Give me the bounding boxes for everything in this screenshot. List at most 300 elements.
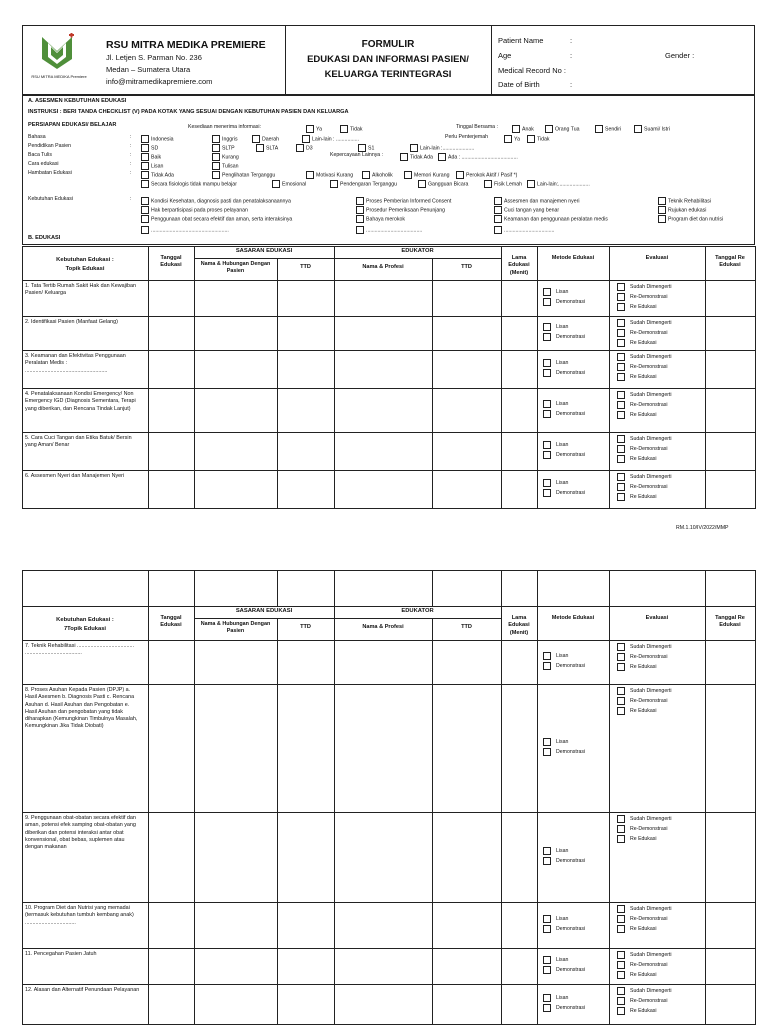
bahasa-inggris[interactable] — [212, 135, 238, 143]
option-label: Sudah Dimengerti — [630, 988, 672, 995]
tinggal-orangtua[interactable] — [545, 125, 580, 133]
evaluasi-sudah-checkbox[interactable] — [617, 473, 672, 481]
evaluasi-reedukasi-checkbox[interactable] — [617, 835, 657, 843]
input-cell[interactable] — [148, 316, 195, 351]
metode-demonstrasi-checkbox[interactable] — [543, 966, 585, 974]
evaluasi-sudah-checkbox[interactable] — [617, 319, 672, 327]
evaluasi-redemonstrasi-checkbox[interactable] — [617, 363, 667, 371]
kebutuhan-cuci-tangan[interactable] — [494, 206, 559, 214]
metode-lisan-checkbox[interactable] — [543, 359, 568, 367]
option-label: Sudah Dimengerti — [630, 816, 672, 823]
penterjemah-ya[interactable] — [504, 135, 520, 143]
option-label: Demonstrasi — [556, 663, 586, 670]
metode-demonstrasi-checkbox[interactable] — [543, 662, 585, 670]
input-cell[interactable] — [277, 984, 335, 1025]
column-header-topik: Topik Edukasi — [65, 266, 105, 272]
option-label: Re-Demonstrasi — [630, 826, 668, 833]
option-label: Re-Demonstrasi — [630, 962, 668, 969]
input-cell[interactable] — [432, 984, 502, 1025]
topic-label: 6. Assesmen Nyeri dan Manajemen Nyeri — [25, 473, 125, 479]
bahasa-indonesia[interactable] — [141, 135, 174, 143]
kesediaan-ya[interactable] — [306, 125, 322, 133]
hambatan-lain[interactable] — [527, 180, 590, 188]
option-label: Bahaya merokok — [366, 216, 405, 223]
option-label: Sudah Dimengerti — [630, 320, 672, 327]
tinggal-label: Tinggal Bersama : — [456, 124, 498, 130]
input-cell[interactable] — [705, 432, 756, 471]
evaluasi-sudah-checkbox[interactable] — [617, 643, 672, 651]
evaluasi-reedukasi-checkbox[interactable] — [617, 373, 657, 381]
input-cell[interactable] — [432, 812, 502, 903]
input-cell[interactable] — [501, 280, 538, 317]
checkbox-icon — [617, 455, 625, 463]
input-cell[interactable] — [705, 684, 756, 813]
option-label: Fisik Lemah — [494, 181, 522, 188]
column-header: Tanggal Edukasi — [160, 615, 182, 629]
pendidikan-d3[interactable] — [296, 144, 313, 152]
input-cell[interactable] — [501, 984, 538, 1025]
metode-lisan-checkbox[interactable] — [543, 738, 568, 746]
kepercayaan-label: Kepercayaan Lainnya : — [330, 152, 384, 158]
option-label: Demonstrasi — [556, 967, 586, 974]
input-cell[interactable] — [432, 316, 502, 351]
pendidikan-label: Pendidikan Pasien — [28, 143, 71, 149]
input-cell[interactable] — [432, 948, 502, 985]
evaluasi-reedukasi-checkbox[interactable] — [617, 663, 657, 671]
evaluasi-sudah-checkbox[interactable] — [617, 951, 672, 959]
metode-lisan-checkbox[interactable] — [543, 994, 568, 1002]
input-cell[interactable] — [277, 684, 335, 813]
hambatan-bicara[interactable] — [418, 180, 468, 188]
evaluasi-reedukasi-checkbox[interactable] — [617, 455, 657, 463]
input-cell[interactable] — [194, 432, 278, 471]
checkbox-icon — [617, 643, 625, 651]
evaluasi-sudah-checkbox[interactable] — [617, 391, 672, 399]
input-cell[interactable] — [277, 640, 335, 685]
hambatan-fisiologis[interactable] — [141, 180, 237, 188]
evaluasi-redemonstrasi-checkbox[interactable] — [617, 697, 667, 705]
input-cell[interactable] — [277, 812, 335, 903]
input-cell[interactable] — [277, 902, 335, 949]
kebutuhan-diet[interactable] — [658, 215, 723, 223]
input-cell[interactable] — [501, 470, 538, 509]
evaluasi-reedukasi-checkbox[interactable] — [617, 493, 657, 501]
metode-demonstrasi-checkbox[interactable] — [543, 857, 585, 865]
tidak-label: Tidak — [537, 136, 550, 143]
option-label: Lisan — [556, 957, 569, 964]
option-label: Re-Demonstrasi — [630, 998, 668, 1005]
input-cell[interactable] — [277, 280, 335, 317]
input-cell[interactable] — [705, 984, 756, 1025]
suami-label: Suami/ Istri — [644, 126, 670, 133]
kebutuhan-label: Kebutuhan Edukasi — [28, 196, 73, 202]
option-label: Re-Demonstrasi — [630, 698, 668, 705]
input-cell[interactable] — [705, 388, 756, 433]
cara-lisan[interactable] — [141, 162, 163, 170]
empty-cell — [334, 570, 433, 607]
evaluasi-sudah-checkbox[interactable] — [617, 905, 672, 913]
kebutuhan-hak[interactable] — [141, 206, 248, 214]
option-label: Teknik Rehabilitasi — [668, 198, 711, 205]
topic-label: 8. Proses Asuhan Kepada Pasien (DPJP) a. Hasil Asesmen b. Diagnosis Pasti c. Rencana Asuhan d. Hasil Asuhan dan Pengobatan e. Hasil Asuhan dan pengobatan yang tidak diharapkan (Kemungkinan Timbulnya Masalah, Kemungkinan Jika Tidak Diobati) — [25, 687, 138, 730]
header-cell — [537, 606, 610, 641]
option-label: Secara fisiologis tidak mampu belajar — [151, 181, 237, 188]
checkbox-icon — [543, 489, 551, 497]
option-label: Pendengaran Terganggu — [340, 181, 398, 188]
evaluasi-redemonstrasi-checkbox[interactable] — [617, 483, 667, 491]
column-header: Metode Edukasi — [551, 615, 595, 621]
option-label: Demonstrasi — [556, 749, 586, 756]
input-cell[interactable] — [432, 432, 502, 471]
checkbox-icon — [543, 1004, 551, 1012]
column-header: Metode Edukasi — [551, 255, 595, 261]
option-label: Lain-lain : ................ — [312, 136, 359, 143]
tinggal-anak[interactable] — [512, 125, 534, 133]
hospital-address-2: Medan – Sumatera Utara — [106, 65, 191, 74]
metode-demonstrasi-checkbox[interactable] — [543, 748, 585, 756]
hambatan-motivasi[interactable] — [306, 171, 353, 179]
metode-demonstrasi-checkbox[interactable] — [543, 489, 585, 497]
metode-lisan-checkbox[interactable] — [543, 847, 568, 855]
metode-demonstrasi-checkbox[interactable] — [543, 1004, 585, 1012]
input-cell[interactable] — [277, 388, 335, 433]
kebutuhan-lain-1[interactable] — [141, 226, 229, 234]
input-cell[interactable] — [501, 432, 538, 471]
column-header-nama-hubungan: Nama & Hubungan Dengan Pasien — [200, 621, 271, 635]
metode-demonstrasi-checkbox[interactable] — [543, 925, 585, 933]
colon: : — [130, 152, 132, 158]
metode-demonstrasi-checkbox[interactable] — [543, 298, 585, 306]
evaluasi-reedukasi-checkbox[interactable] — [617, 1007, 657, 1015]
bahasa-lain[interactable] — [302, 135, 359, 143]
input-cell[interactable] — [705, 350, 756, 389]
input-cell[interactable] — [277, 316, 335, 351]
input-cell[interactable] — [334, 984, 433, 1025]
evaluasi-sudah-checkbox[interactable] — [617, 353, 672, 361]
ya-label: Ya — [514, 136, 520, 143]
kebutuhan-lain-3[interactable] — [494, 226, 554, 234]
baca-kurang[interactable] — [212, 153, 239, 161]
input-cell[interactable] — [432, 640, 502, 685]
input-cell[interactable] — [334, 316, 433, 351]
input-cell[interactable] — [277, 350, 335, 389]
option-label: Demonstrasi — [556, 299, 586, 306]
evaluasi-reedukasi-checkbox[interactable] — [617, 303, 657, 311]
input-cell[interactable] — [194, 684, 278, 813]
input-cell[interactable] — [501, 640, 538, 685]
input-cell[interactable] — [432, 350, 502, 389]
section-a-instruction: INSTRUKSI : BERI TANDA CHECKLIST (V) PADA KOTAK YANG SESUAI DENGAN KEBUTUHAN PASIEN DAN KELUARGA — [28, 109, 349, 115]
input-cell[interactable] — [148, 432, 195, 471]
column-header-kebutuhan: Kebutuhan Edukasi : — [56, 257, 114, 263]
empty-cell — [194, 570, 278, 607]
tidak-label: Tidak — [350, 126, 363, 133]
input-cell[interactable] — [334, 388, 433, 433]
metode-lisan-checkbox[interactable] — [543, 288, 568, 296]
input-cell[interactable] — [194, 948, 278, 985]
pendidikan-sltp[interactable] — [212, 144, 235, 152]
evaluasi-reedukasi-checkbox[interactable] — [617, 925, 657, 933]
form-label: FORMULIR — [361, 39, 415, 50]
evaluasi-redemonstrasi-checkbox[interactable] — [617, 293, 667, 301]
hambatan-tidak-ada[interactable] — [141, 171, 174, 179]
empty-cell — [705, 570, 756, 607]
option-label: Motivasi Kurang — [316, 172, 354, 179]
pendidikan-lain[interactable] — [410, 144, 474, 152]
metode-lisan-checkbox[interactable] — [543, 323, 568, 331]
checkbox-icon — [617, 353, 625, 361]
form-code: RM.1.10/IV/2022/MMP — [676, 525, 729, 531]
column-header: Evaluasi — [645, 255, 669, 261]
option-label: Lisan — [556, 995, 569, 1002]
hambatan-memori[interactable] — [404, 171, 449, 179]
checkbox-icon — [617, 283, 625, 291]
cara-label: Cara edukasi — [28, 161, 59, 167]
topic-label: 11. Pencegahan Pasien Jatuh — [25, 951, 97, 957]
input-cell[interactable] — [705, 902, 756, 949]
metode-lisan-checkbox[interactable] — [543, 956, 568, 964]
input-cell[interactable] — [432, 470, 502, 509]
evaluasi-redemonstrasi-checkbox[interactable] — [617, 653, 667, 661]
option-label: SLTP — [222, 145, 235, 152]
checkbox-icon — [543, 915, 551, 923]
kebutuhan-kondisi[interactable] — [141, 197, 291, 205]
input-cell[interactable] — [501, 948, 538, 985]
input-cell[interactable] — [194, 350, 278, 389]
input-cell[interactable] — [705, 640, 756, 685]
input-cell[interactable] — [705, 470, 756, 509]
input-cell[interactable] — [334, 684, 433, 813]
input-cell[interactable] — [148, 902, 195, 949]
evaluasi-redemonstrasi-checkbox[interactable] — [617, 401, 667, 409]
input-cell[interactable] — [501, 684, 538, 813]
input-cell[interactable] — [194, 316, 278, 351]
input-cell[interactable] — [501, 316, 538, 351]
input-cell[interactable] — [148, 984, 195, 1025]
evaluasi-sudah-checkbox[interactable] — [617, 687, 672, 695]
input-cell[interactable] — [277, 432, 335, 471]
checkbox-icon — [617, 697, 625, 705]
kebutuhan-nyeri[interactable] — [494, 197, 580, 205]
input-cell[interactable] — [194, 812, 278, 903]
option-label: Program diet dan nutrisi — [668, 216, 724, 223]
option-label: Re Edukasi — [630, 926, 657, 933]
kepercayaan-tidak-ada[interactable] — [400, 153, 433, 161]
input-cell[interactable] — [334, 902, 433, 949]
option-label: Lisan — [556, 739, 569, 746]
checkbox-icon — [543, 956, 551, 964]
input-cell[interactable] — [432, 388, 502, 433]
metode-lisan-checkbox[interactable] — [543, 479, 568, 487]
option-label: Inggris — [222, 136, 238, 143]
pendidikan-slta[interactable] — [256, 144, 278, 152]
input-cell[interactable] — [705, 948, 756, 985]
metode-demonstrasi-checkbox[interactable] — [543, 333, 585, 341]
evaluasi-redemonstrasi-checkbox[interactable] — [617, 825, 667, 833]
input-cell[interactable] — [148, 280, 195, 317]
input-cell[interactable] — [334, 812, 433, 903]
hambatan-pendengaran[interactable] — [330, 180, 397, 188]
option-label: Tidak Ada — [151, 172, 174, 179]
metode-demonstrasi-checkbox[interactable] — [543, 451, 585, 459]
input-cell[interactable] — [334, 948, 433, 985]
checkbox-icon — [617, 339, 625, 347]
option-label: Sudah Dimengerti — [630, 952, 672, 959]
metode-lisan-checkbox[interactable] — [543, 652, 568, 660]
evaluasi-redemonstrasi-checkbox[interactable] — [617, 961, 667, 969]
input-cell[interactable] — [194, 388, 278, 433]
option-label: Re-Demonstrasi — [630, 330, 668, 337]
evaluasi-sudah-checkbox[interactable] — [617, 435, 672, 443]
input-cell[interactable] — [334, 350, 433, 389]
header-cell — [609, 246, 706, 281]
input-cell[interactable] — [194, 640, 278, 685]
pendidikan-s1[interactable] — [358, 144, 374, 152]
topic-label: 3. Keamanan dan Efektivitas Penggunaan Peralatan Medis : ....................................................... — [25, 353, 126, 374]
baca-baik[interactable] — [141, 153, 161, 161]
evaluasi-reedukasi-checkbox[interactable] — [617, 411, 657, 419]
input-cell[interactable] — [501, 812, 538, 903]
checkbox-icon — [617, 987, 625, 995]
input-cell[interactable] — [277, 470, 335, 509]
topic-label: 1. Tata Tertib Rumah Sakit Hak dan Kewajiban Pasien/ Keluarga — [25, 283, 136, 297]
input-cell[interactable] — [148, 812, 195, 903]
input-cell[interactable] — [194, 280, 278, 317]
sendiri-label: Sendiri — [605, 126, 622, 133]
input-cell[interactable] — [148, 470, 195, 509]
input-cell[interactable] — [705, 812, 756, 903]
input-cell[interactable] — [148, 350, 195, 389]
kebutuhan-informed-consent[interactable] — [356, 197, 451, 205]
input-cell[interactable] — [148, 684, 195, 813]
logo-caption: RSU MITRA MEDIKA Premiere — [31, 74, 87, 79]
input-cell[interactable] — [334, 470, 433, 509]
metode-demonstrasi-checkbox[interactable] — [543, 369, 585, 377]
hambatan-penglihatan[interactable] — [212, 171, 275, 179]
kebutuhan-rehabilitasi[interactable] — [658, 197, 711, 205]
pendidikan-sd[interactable] — [141, 144, 158, 152]
column-header-ttd: TTD — [300, 264, 311, 270]
checkbox-icon — [543, 441, 551, 449]
hambatan-fisik[interactable] — [484, 180, 522, 188]
option-label: Sudah Dimengerti — [630, 906, 672, 913]
column-header-ttd: TTD — [461, 264, 472, 270]
input-cell[interactable] — [148, 640, 195, 685]
kebutuhan-obat[interactable] — [141, 215, 292, 223]
option-label: ....................................... — [366, 227, 423, 234]
checkbox-icon — [543, 748, 551, 756]
evaluasi-sudah-checkbox[interactable] — [617, 283, 672, 291]
input-cell[interactable] — [194, 470, 278, 509]
evaluasi-reedukasi-checkbox[interactable] — [617, 971, 657, 979]
evaluasi-reedukasi-checkbox[interactable] — [617, 339, 657, 347]
hambatan-emosional[interactable] — [272, 180, 306, 188]
tinggal-sendiri[interactable] — [595, 125, 621, 133]
column-header-nama-profesi: Nama & Profesi — [362, 264, 404, 270]
input-cell[interactable] — [194, 984, 278, 1025]
option-label: ................................... — [504, 227, 555, 234]
input-cell[interactable] — [194, 902, 278, 949]
option-label: Gangguan Bicara — [428, 181, 469, 188]
column-header-sasaran: SASARAN EDUKASI — [235, 608, 293, 614]
evaluasi-redemonstrasi-checkbox[interactable] — [617, 915, 667, 923]
evaluasi-redemonstrasi-checkbox[interactable] — [617, 445, 667, 453]
kebutuhan-merokok[interactable] — [356, 215, 405, 223]
hambatan-alkoholik[interactable] — [362, 171, 393, 179]
checkbox-icon — [543, 323, 551, 331]
option-label: Lisan — [556, 916, 569, 923]
input-cell[interactable] — [432, 280, 502, 317]
kesediaan-tidak[interactable] — [340, 125, 363, 133]
option-label: Re Edukasi — [630, 374, 657, 381]
checkbox-icon — [617, 445, 625, 453]
option-label: Lisan — [556, 848, 569, 855]
input-cell[interactable] — [334, 432, 433, 471]
cara-tulisan[interactable] — [212, 162, 239, 170]
option-label: Memori Kurang — [414, 172, 450, 179]
kebutuhan-lain-2[interactable] — [356, 226, 422, 234]
evaluasi-redemonstrasi-checkbox[interactable] — [617, 997, 667, 1005]
input-cell[interactable] — [432, 902, 502, 949]
input-cell[interactable] — [277, 948, 335, 985]
metode-lisan-checkbox[interactable] — [543, 441, 568, 449]
option-label: Re-Demonstrasi — [630, 446, 668, 453]
hambatan-perokok[interactable] — [456, 171, 517, 179]
penterjemah-tidak[interactable] — [527, 135, 550, 143]
evaluasi-redemonstrasi-checkbox[interactable] — [617, 329, 667, 337]
option-label: Sudah Dimengerti — [630, 354, 672, 361]
input-cell[interactable] — [501, 388, 538, 433]
metode-lisan-checkbox[interactable] — [543, 400, 568, 408]
input-cell[interactable] — [334, 640, 433, 685]
hambatan-label: Hambatan Edukasi — [28, 170, 72, 176]
option-label: Re Edukasi — [630, 304, 657, 311]
bahasa-daerah[interactable] — [252, 135, 279, 143]
input-cell[interactable] — [432, 684, 502, 813]
checkbox-icon — [543, 479, 551, 487]
input-cell[interactable] — [501, 350, 538, 389]
input-cell[interactable] — [705, 316, 756, 351]
checkbox-icon — [617, 483, 625, 491]
evaluasi-reedukasi-checkbox[interactable] — [617, 707, 657, 715]
kepercayaan-ada[interactable] — [438, 153, 518, 161]
kebutuhan-rujukan[interactable] — [658, 206, 706, 214]
input-cell[interactable] — [148, 948, 195, 985]
option-label: Kondisi Kesehatan, diagnosis pasti dan penatalaksanaannya — [151, 198, 291, 205]
form-title-1: EDUKASI DAN INFORMASI PASIEN/ — [307, 54, 469, 65]
input-cell[interactable] — [334, 280, 433, 317]
column-header-topik: 7Topik Edukasi — [63, 626, 107, 632]
input-cell[interactable] — [705, 280, 756, 317]
input-cell[interactable] — [501, 902, 538, 949]
evaluasi-sudah-checkbox[interactable] — [617, 815, 672, 823]
kebutuhan-prosedur[interactable] — [356, 206, 445, 214]
metode-demonstrasi-checkbox[interactable] — [543, 410, 585, 418]
option-label: Lisan — [556, 324, 569, 331]
metode-lisan-checkbox[interactable] — [543, 915, 568, 923]
checkbox-icon — [543, 298, 551, 306]
evaluasi-sudah-checkbox[interactable] — [617, 987, 672, 995]
option-label: Re Edukasi — [630, 494, 657, 501]
kebutuhan-peralatan[interactable] — [494, 215, 608, 223]
checkbox-icon — [617, 915, 625, 923]
tinggal-suami[interactable] — [634, 125, 670, 133]
input-cell[interactable] — [148, 388, 195, 433]
checkbox-icon — [617, 473, 625, 481]
option-label: Re-Demonstrasi — [630, 364, 668, 371]
topic-label: 5. Cara Cuci Tangan dan Etika Batuk/ Bersin yang Aman/ Benar — [25, 435, 132, 449]
option-label: ...................................................... — [151, 227, 229, 234]
